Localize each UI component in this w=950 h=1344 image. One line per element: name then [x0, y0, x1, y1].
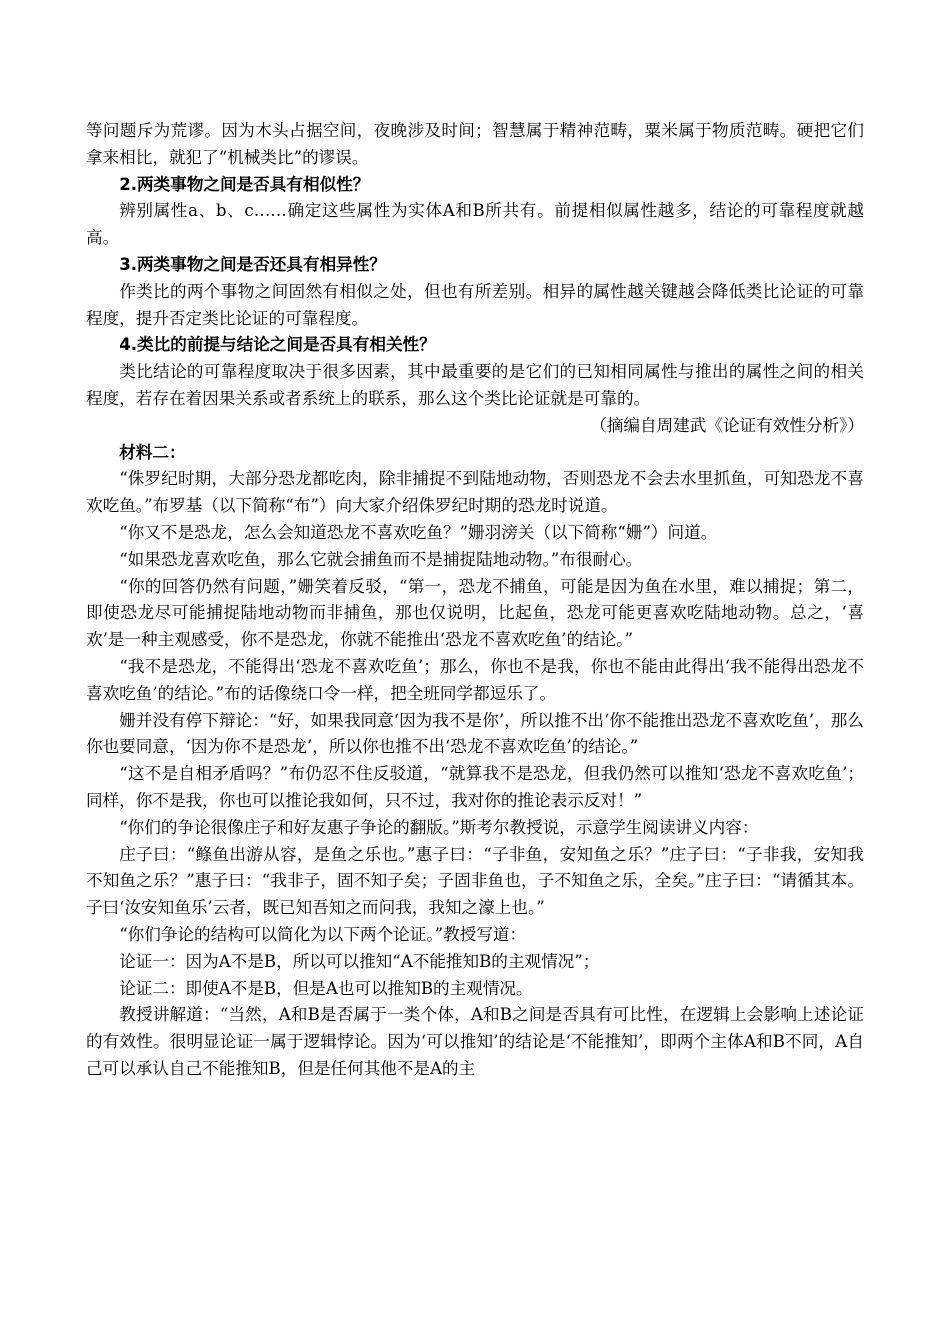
document-page — [86, 118, 864, 1083]
argument-one: 论证一：因为A不是B，所以可以推知“A不能推知B的主观情况”； — [119, 951, 600, 971]
question-4-heading: 4.类比的前提与结论之间是否具有相关性？ — [119, 335, 436, 355]
material2-title: 材料二： — [119, 442, 186, 462]
material2-paragraph: 姗并没有停下辩论：“好，如果我同意‘因为我不是你’，所以推不出‘你不能推出恐龙不喜欢吃鱼’，那么你也要同意，‘因为你不是恐龙’，所以你也推不出‘恐龙不喜欢吃鱼’的结论。” — [86, 710, 864, 757]
material2-paragraph: “你们的争论很像庄子和好友惠子争论的翻版。”斯考尔教授说，示意学生阅读讲义内容： — [119, 817, 759, 837]
material1-paragraph-2: 辨别属性a、b、c……确定这些属性为实体A和B所共有。前提相似属性越多，结论的可靠程度就越高。 — [86, 201, 864, 248]
material2-paragraph: “这不是自相矛盾吗？”布仍忍不住反驳道，“就算我不是恐龙，但我仍然可以推知‘恐龙不喜欢吃鱼’；同样，你不是我，你也可以推论我如何，只不过，我对你的推论表示反对！” — [86, 764, 864, 810]
material2-paragraph: “侏罗纪时期，大部分恐龙都吃肉，除非捕捉不到陆地动物，否则恐龙不会去水里抓鱼，可知恐龙不喜欢吃鱼。”布罗基（以下简称“布”）向大家介绍侏罗纪时期的恐龙时说道。 — [86, 469, 864, 516]
zhuangzi-quote-paragraph: 庄子曰：“鲦鱼出游从容，是鱼之乐也。”惠子曰：“子非鱼，安知鱼之乐？”庄子曰：“子非我，安知我不知鱼之乐？”惠子曰：“我非子，固不知子矣；子固非鱼也，子不知鱼之乐，全矣。”庄子曰：“请循其本。子曰‘汝安知鱼乐’云者，既已知吾知之而问我，我知之濠上也。” — [86, 844, 864, 918]
question-3-heading: 3.两类事物之间是否还具有相异性？ — [119, 254, 386, 274]
material1-paragraph-4: 类比结论的可靠程度取决于很多因素，其中最重要的是它们的已知相同属性与推出的属性之间的相关程度，若存在着因果关系或者系统上的联系，那么这个类比论证就是可靠的。 — [86, 362, 864, 408]
material1-paragraph-3: 作类比的两个事物之间固然有相似之处，但也有所差别。相异的属性越关键越会降低类比论证的可靠程度，提升否定类比论证的可靠程度。 — [86, 281, 864, 328]
source-citation: （摘编自周建武《论证有效性分析》） — [590, 415, 864, 435]
material2-paragraph: “我不是恐龙，不能得出‘恐龙不喜欢吃鱼’；那么，你也不是我，你也不能由此得出‘我不能得出恐龙不喜欢吃鱼’的结论。”布的话像绕口令一样，把全班同学都逗乐了。 — [86, 656, 864, 703]
question-2-heading: 2.两类事物之间是否具有相似性？ — [119, 174, 370, 194]
material2-paragraph: “如果恐龙喜欢吃鱼，那么它就会捕鱼而不是捕捉陆地动物。”布很耐心。 — [119, 549, 643, 569]
material2-paragraph: “你又不是恐龙，怎么会知道恐龙不喜欢吃鱼？”姗羽滂关（以下简称“姗”）问道。 — [119, 522, 718, 542]
material2-paragraph: “你的回答仍然有问题，”姗笑着反驳，“第一，恐龙不捕鱼，可能是因为鱼在水里，难以捕捉；第二，即使恐龙尽可能捕捉陆地动物而非捕鱼，那也仅说明，比起鱼，恐龙可能更喜欢吃陆地动物。总之，‘喜欢’是一种主观感受，你不是恐龙，你就不能推出‘恐龙不喜欢吃鱼’的结论。” — [86, 576, 864, 650]
argument-two: 论证二：即使A不是B，但是A也可以推知B的主观情况。 — [119, 978, 533, 998]
material2-paragraph: “你们争论的结构可以简化为以下两个论证。”教授写道： — [119, 924, 527, 944]
professor-explanation-paragraph: 教授讲解道：“当然，A和B是否属于一类个体，A和B之间是否具有可比性，在逻辑上会影响上述论证的有效性。很明显论证一属于逻辑悖论。因为‘可以推知’的结论是‘不能推知’，即两个主体A和B不同，A自己可以承认自己不能推知B，但是任何其他不是A的主 — [86, 1005, 864, 1078]
material1-paragraph-0: 等问题斥为荒谬。因为木头占据空间，夜晚涉及时间；智慧属于精神范畴，粟米属于物质范畴。硬把它们拿来相比，就犯了“机械类比”的谬误。 — [86, 121, 864, 167]
